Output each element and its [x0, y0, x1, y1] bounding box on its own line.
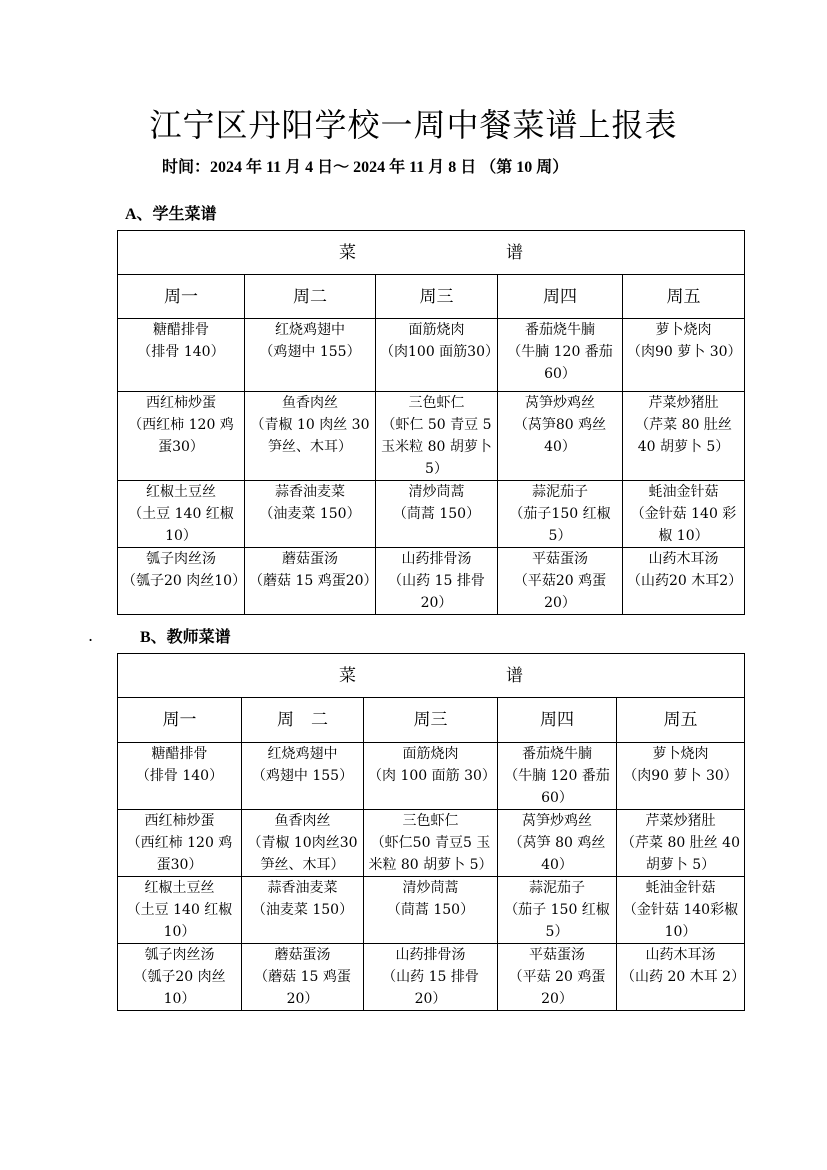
menu-cell: [364, 944, 498, 1011]
dish-ingredients: （肉100 面筋30）: [380, 344, 499, 360]
dish-ingredients: （青椒 10肉丝30 笋丝、木耳）: [247, 835, 358, 873]
menu-cell: [245, 392, 376, 481]
dish-ingredients: （鸡翅中 155）: [259, 344, 361, 360]
dish-name: 莴笋炒鸡丝: [525, 395, 595, 411]
day-header: 周四: [498, 275, 623, 319]
day-header: 周一: [118, 275, 245, 319]
day-header: 周一: [118, 698, 242, 743]
menu-cell: [623, 481, 745, 548]
dish-ingredients: （茄子 150 红椒 5）: [504, 902, 610, 940]
dish-ingredients: （蘑菇 15 鸡蛋20）: [254, 969, 351, 1007]
menu-cell: [242, 944, 364, 1011]
page-title: 江宁区丹阳学校一周中餐菜谱上报表: [149, 106, 678, 144]
menu-header-left: 菜: [339, 242, 356, 263]
dish-name: 红烧鸡翅中: [275, 322, 345, 338]
dish-name: 番茄烧牛腩: [522, 746, 592, 762]
dish-ingredients: （山药 20 木耳 2）: [621, 969, 746, 985]
dish-ingredients: （茼蒿 150）: [386, 902, 475, 918]
menu-cell: [498, 392, 623, 481]
menu-cell: [245, 481, 376, 548]
menu-cell: [617, 743, 745, 810]
menu-cell: [118, 548, 245, 615]
menu-header-right: 谱: [506, 665, 523, 686]
dish-ingredients: （芹菜 80 肚丝 40 胡萝卜 5）: [635, 417, 732, 455]
menu-header: [118, 231, 745, 275]
day-header: 周 二: [242, 698, 364, 743]
dish-name: 瓠子肉丝汤: [144, 947, 215, 963]
dish-name: 三色虾仁: [402, 813, 459, 829]
dish-ingredients: （金针菇 140彩椒 10）: [622, 902, 739, 940]
dish-ingredients: （牛腩 120 番茄 60）: [507, 344, 613, 382]
menu-cell: [498, 548, 623, 615]
dish-ingredients: （青椒 10 肉丝 30 笋丝、木耳）: [250, 417, 370, 455]
dish-name: 芹菜炒猪肚: [648, 395, 719, 411]
dish-name: 莴笋炒鸡丝: [522, 813, 592, 829]
menu-cell: [118, 392, 245, 481]
day-header: 周五: [623, 275, 745, 319]
menu-cell: [376, 548, 498, 615]
dish-ingredients: （肉90 萝卜 30）: [627, 344, 742, 360]
table-row: [118, 877, 745, 944]
dish-ingredients: （排骨 140）: [135, 768, 224, 784]
dish-ingredients: （茼蒿 150）: [392, 506, 481, 522]
dish-ingredients: （山药 15 排骨 20）: [388, 573, 485, 611]
dish-name: 西红柿炒蛋: [144, 813, 215, 829]
day-header: 周四: [498, 698, 617, 743]
menu-cell: [118, 319, 245, 392]
dish-name: 面筋烧肉: [408, 322, 465, 338]
dish-ingredients: （西红柿 120 鸡蛋30）: [128, 417, 234, 455]
dish-ingredients: （瓠子20 肉丝10）: [133, 969, 226, 1007]
dish-ingredients: （茄子150 红椒5）: [509, 506, 611, 544]
dish-name: 鱼香肉丝: [282, 395, 338, 411]
dish-ingredients: （金针菇 140 彩椒 10）: [630, 506, 737, 544]
dish-name: 山药木耳汤: [645, 947, 716, 963]
menu-cell: [245, 548, 376, 615]
menu-cell: [242, 877, 364, 944]
menu-cell: [498, 481, 623, 548]
menu-cell: [118, 810, 242, 877]
dish-ingredients: （山药20 木耳2）: [627, 573, 743, 589]
menu-cell: [617, 944, 745, 1011]
dish-name: 山药排骨汤: [395, 947, 466, 963]
menu-header-left: 菜: [339, 665, 356, 686]
dish-ingredients: （平菇 20 鸡蛋 20）: [508, 969, 606, 1007]
dish-name: 红烧鸡翅中: [267, 746, 338, 762]
menu-cell: [623, 319, 745, 392]
dish-name: 蒜香油麦菜: [267, 880, 338, 896]
student-menu-table: [117, 230, 745, 615]
dish-name: 清炒茼蒿: [408, 484, 465, 500]
dish-ingredients: （土豆 140 红椒 10）: [126, 902, 233, 940]
dish-ingredients: （排骨 140）: [137, 344, 225, 360]
day-header: 周五: [617, 698, 745, 743]
menu-cell: [118, 481, 245, 548]
dish-ingredients: （芹菜 80 肚丝 40 胡萝卜 5）: [621, 835, 740, 873]
dish-name: 蚝油金针菇: [645, 880, 716, 896]
dish-name: 蒜泥茄子: [529, 880, 585, 896]
dish-ingredients: （虾仁50 青豆5 玉米粒 80 胡萝卜 5）: [368, 835, 493, 873]
menu-cell: [376, 481, 498, 548]
dish-name: 蘑菇蛋汤: [282, 551, 338, 567]
day-header: 周三: [376, 275, 498, 319]
dish-name: 山药木耳汤: [648, 551, 719, 567]
menu-cell: [364, 877, 498, 944]
dish-name: 蒜香油麦菜: [275, 484, 345, 500]
dish-name: 蒜泥茄子: [532, 484, 588, 500]
menu-cell: [498, 319, 623, 392]
dish-name: 鱼香肉丝: [274, 813, 331, 829]
teacher-menu-table: [117, 653, 745, 1011]
dish-name: 清炒茼蒿: [402, 880, 459, 896]
menu-cell: [498, 810, 617, 877]
date-range: 时间：2024 年 11 月 4 日～ 2024 年 11 月 8 日 （第 10 周）: [162, 159, 569, 176]
dish-name: 瓠子肉丝汤: [146, 551, 216, 567]
dish-name: 糖醋排骨: [153, 322, 209, 338]
dish-name: 平菇蛋汤: [529, 947, 585, 963]
menu-cell: [245, 319, 376, 392]
table-row: [118, 392, 745, 481]
menu-cell: [242, 743, 364, 810]
menu-cell: [242, 810, 364, 877]
menu-cell: [498, 944, 617, 1011]
dish-name: 红椒土豆丝: [144, 880, 215, 896]
dish-ingredients: （肉90 萝卜 30）: [623, 768, 738, 784]
dish-ingredients: （平菇20 鸡蛋20）: [513, 573, 607, 611]
dish-ingredients: （虾仁 50 青豆 5 玉米粒 80 胡萝卜 5）: [381, 417, 492, 477]
dish-ingredients: （油麦菜 150）: [251, 902, 354, 918]
dish-ingredients: （西红柿 120 鸡蛋30）: [126, 835, 233, 873]
dish-ingredients: （莴笋80 鸡丝40）: [513, 417, 607, 455]
dish-ingredients: （牛腩 120 番茄 60）: [504, 768, 610, 806]
dish-ingredients: （山药 15 排骨 20）: [382, 969, 479, 1007]
dish-name: 番茄烧牛腩: [525, 322, 595, 338]
dish-name: 蘑菇蛋汤: [274, 947, 331, 963]
table-row: [118, 743, 745, 810]
dish-ingredients: （蘑菇 15 鸡蛋20）: [249, 573, 378, 589]
dish-name: 糖醋排骨: [151, 746, 208, 762]
menu-cell: [617, 877, 745, 944]
menu-cell: [118, 743, 242, 810]
dish-ingredients: （油麦菜 150）: [259, 506, 361, 522]
dish-name: 芹菜炒猪肚: [645, 813, 716, 829]
dish-ingredients: （瓠子20 肉丝10）: [122, 573, 247, 589]
dish-name: 蚝油金针菇: [648, 484, 719, 500]
table-row: [118, 548, 745, 615]
menu-cell: [364, 743, 498, 810]
day-header: 周三: [364, 698, 498, 743]
menu-cell: [118, 944, 242, 1011]
section-a-label: A、学生菜谱: [125, 206, 217, 223]
menu-cell: [617, 810, 745, 877]
dish-name: 萝卜烧肉: [652, 746, 709, 762]
menu-cell: [498, 743, 617, 810]
menu-cell: [376, 319, 498, 392]
day-header: 周二: [245, 275, 376, 319]
dish-ingredients: （肉 100 面筋 30）: [368, 768, 496, 784]
menu-cell: [623, 548, 745, 615]
dish-name: 红椒土豆丝: [146, 484, 216, 500]
dish-name: 萝卜烧肉: [655, 322, 712, 338]
table-row: [118, 810, 745, 877]
dish-ingredients: （莴笋 80 鸡丝 40）: [508, 835, 606, 873]
dish-name: 平菇蛋汤: [532, 551, 588, 567]
bullet-mark: .: [88, 626, 94, 645]
table-row: [118, 481, 745, 548]
menu-header: [118, 654, 745, 698]
menu-cell: [498, 877, 617, 944]
menu-cell: [376, 392, 498, 481]
menu-header-right: 谱: [506, 242, 523, 263]
dish-ingredients: （鸡翅中 155）: [251, 768, 354, 784]
dish-name: 西红柿炒蛋: [146, 395, 216, 411]
dish-name: 三色虾仁: [408, 395, 465, 411]
menu-cell: [623, 392, 745, 481]
menu-cell: [364, 810, 498, 877]
table-row: [118, 319, 745, 392]
section-b-label: B、教师菜谱: [140, 629, 231, 646]
table-row: [118, 944, 745, 1011]
dish-ingredients: （土豆 140 红椒 10）: [128, 506, 234, 544]
dish-name: 山药排骨汤: [401, 551, 472, 567]
dish-name: 面筋烧肉: [402, 746, 459, 762]
menu-cell: [118, 877, 242, 944]
